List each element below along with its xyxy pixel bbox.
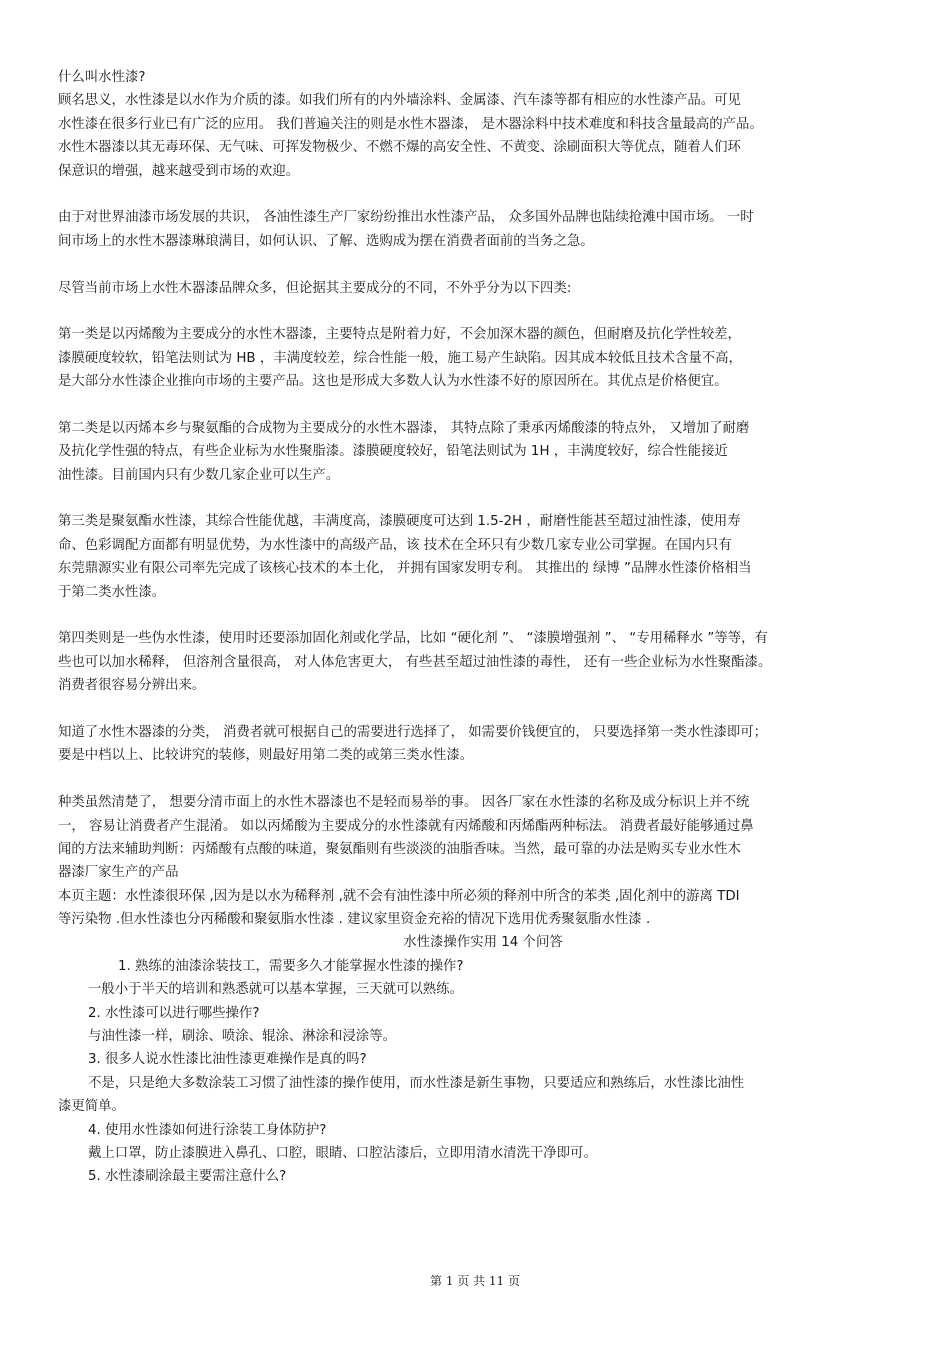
- text-line: 种类虽然清楚了， 想要分清市面上的水性木器漆也不是轻而易举的事。 因各厂家在水性漆的名称及成分标识上并不统: [58, 795, 750, 811]
- qa-title: 水性漆操作实用 14 个问答: [403, 935, 563, 951]
- text-line: 尽管当前市场上水性木器漆品牌众多，但论据其主要成分的不同，不外乎分为以下四类:: [58, 280, 572, 296]
- question: 4. 使用水性漆如何进行涂装工身体防护?: [88, 1122, 327, 1138]
- paragraph-type-2: [58, 417, 908, 487]
- paragraph-market: [58, 206, 908, 253]
- text-line: 水性木器漆以其无毒环保、无气味、可挥发物极少、不燃不爆的高安全性、不黄变、涂刷面积大等优点，随着人们环: [58, 140, 741, 156]
- text-line: 器漆厂家生产的产品: [58, 865, 179, 881]
- text-line: 知道了水性木器漆的分类， 消费者就可根据自己的需要进行选择了， 如需要价钱便宜的， 只要选择第一类水性漆即可；: [58, 724, 768, 740]
- paragraph-categories: [58, 277, 908, 300]
- text-line: 本页主题：水性漆很环保 ,因为是以水为稀释剂 ,就不会有油性漆中所必须的释剂中所含的苯类 ,固化剂中的游离 TDI: [58, 888, 740, 904]
- text-line: 东莞鼎源实业有限公司率先完成了该核心技术的本土化， 并拥有国家发明专利。 其推出的 绿博 ”品牌水性漆价格相当: [58, 561, 752, 577]
- paragraph-type-4: [58, 627, 908, 697]
- text-line: 水性漆在很多行业已有广泛的应用。 我们普遍关注的则是水性木器漆， 是木器涂料中技术难度和科技含量最高的产品。: [58, 116, 763, 132]
- text-line: 等污染物 .但水性漆也分丙稀酸和聚氨脂水性漆 . 建议家里资金充裕的情况下选用优秀聚氨脂水性漆 .: [58, 912, 651, 928]
- page-number: 第 1 页 共 11 页: [430, 1274, 520, 1288]
- question: 3. 很多人说水性漆比油性漆更难操作是真的吗?: [88, 1052, 367, 1068]
- text-line: 第二类是以丙烯本乡与聚氨酯的合成物为主要成分的水性木器漆， 其特点除了秉承丙烯酸漆的特点外， 又增加了耐磨: [58, 420, 750, 436]
- text-line: 第四类则是一些伪水性漆，使用时还要添加固化剂或化学品，比如 “硬化剂 ”、 “漆膜增强剂 ”、 “专用稀释水 ”等等，有: [58, 631, 768, 647]
- text-line: 要是中档以上、比较讲究的装修，则最好用第二类的或第三类水性漆。: [58, 748, 474, 764]
- text-line: 消费者很容易分辨出来。: [58, 678, 206, 694]
- text-line: 由于对世界油漆市场发展的共识， 各油性漆生产厂家纷纷推出水性漆产品， 众多国外品牌也陆续抢滩中国市场。 一时: [58, 210, 754, 226]
- paragraph-type-3: [58, 510, 908, 604]
- text-line: 命、色彩调配方面都有明显优势，为水性漆中的高级产品，该 技术在全环只有少数几家专业公司掌握。在国内只有: [58, 537, 732, 553]
- text-line: 一， 容易让消费者产生混淆。 如以丙烯酸为主要成分的水性漆就有丙烯酸和丙烯酯两种标法。 消费者最好能够通过鼻: [58, 818, 754, 834]
- question: 5. 水性漆刷涂最主要需注意什么?: [88, 1169, 287, 1185]
- answer: 不是，只是绝大多数涂装工习惯了油性漆的操作使用，而水性漆是新生事物，只要适应和熟练后，水性漆比油性: [88, 1075, 745, 1091]
- paragraph-choice: [58, 721, 908, 768]
- text-line: 第一类是以丙烯酸为主要成分的水性木器漆，主要特点是附着力好，不会加深木器的颜色，但耐磨及抗化学性较差，: [58, 327, 741, 343]
- text-line: 些也可以加水稀释， 但溶剂含量很高， 对人体危害更大， 有些甚至超过油性漆的毒性， 还有一些企业标为水性聚酯漆。: [58, 654, 772, 670]
- text-line: 第三类是聚氨酯水性漆，其综合性能优越，丰满度高，漆膜硬度可达到 1.5-2H ，耐磨性能甚至超过油性漆，使用寿: [58, 514, 741, 530]
- text-line: 闻的方法来辅助判断：丙烯酸有点酸的味道，聚氨酯则有些淡淡的油脂香味。当然，最可靠的办法是购买专业水性木: [58, 841, 741, 857]
- answer: 一般小于半天的培训和熟悉就可以基本掌握，三天就可以熟练。: [88, 982, 463, 998]
- qa-section: [58, 931, 908, 1188]
- answer-continuation: 漆更简单。: [58, 1099, 125, 1115]
- text-line: 油性漆。目前国内只有少数几家企业可以生产。: [58, 467, 340, 483]
- text-line: 顾名思义，水性漆是以水作为介质的漆。如我们所有的内外墙涂料、金属漆、汽车漆等都有相应的水性漆产品。可见: [58, 93, 741, 109]
- answer: 与油性漆一样，刷涂、喷涂、辊涂、淋涂和浸涂等。: [88, 1029, 396, 1045]
- text-line: 及抗化学性强的特点，有些企业标为水性聚脂漆。漆膜硬度较好，铅笔法则试为 1H ，丰满度较好，综合性能接近: [58, 444, 728, 460]
- text-line: 是大部分水性漆企业推向市场的主要产品。这也是形成大多数人认为水性漆不好的原因所在。其优点是价格便宜。: [58, 374, 728, 390]
- question: 1. 熟练的油漆涂装技工，需要多久才能掌握水性漆的操作?: [118, 958, 464, 974]
- question: 2. 水性漆可以进行哪些操作?: [88, 1005, 260, 1021]
- text-line: 保意识的增强，越来越受到市场的欢迎。: [58, 163, 300, 179]
- text-line: 间市场上的水性木器漆琳琅满目，如何认识、了解、选购成为摆在消费者面前的当务之急。: [58, 233, 594, 249]
- answer: 戴上口罩，防止漆膜进入鼻孔、口腔，眼睛、口腔沾漆后，立即用清水清洗干净即可。: [88, 1145, 597, 1161]
- paragraph-intro: [58, 89, 908, 183]
- paragraph-identify: [58, 791, 908, 931]
- paragraph-type-1: [58, 323, 908, 393]
- text-line: 于第二类水性漆。: [58, 584, 166, 600]
- article-heading: 什么叫水性漆?: [58, 70, 146, 85]
- article-body: [58, 66, 908, 1189]
- text-line: 漆膜硬度较软，铅笔法则试为 HB ，丰满度较差，综合性能一般，施工易产生缺陷。因其成本较低且技术含量不高，: [58, 350, 742, 366]
